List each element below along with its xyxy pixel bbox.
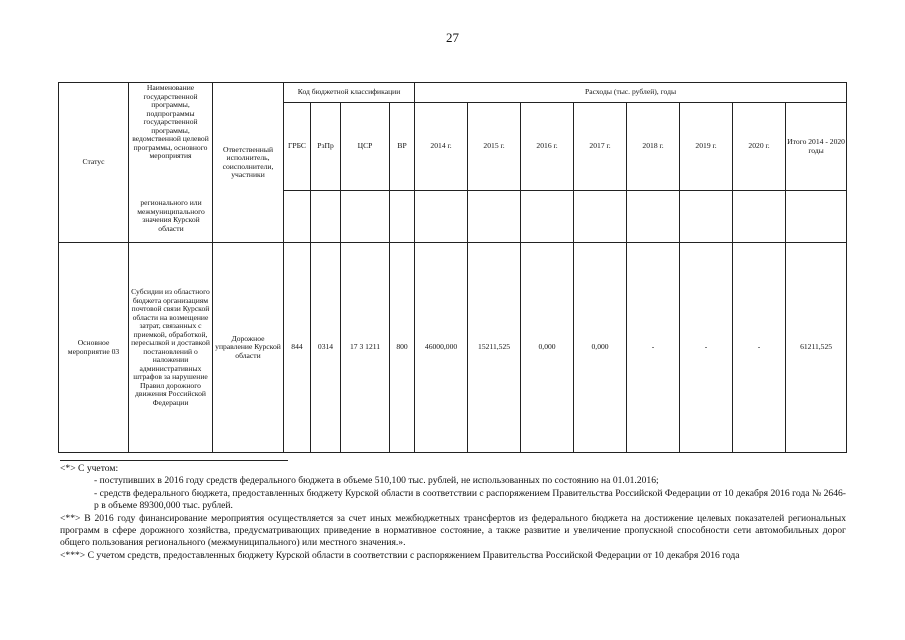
row-value: - <box>627 243 680 453</box>
row-value: 0,000 <box>574 243 627 453</box>
header-rzpr: РзПр <box>311 103 341 191</box>
footnote-1-item-a: - поступивших в 2016 году средств федерального бюджета в объеме 510,100 тыс. рублей, не использованных по состоянию на 01.01.2016; <box>94 475 659 487</box>
row-total: 61211,525 <box>786 243 847 453</box>
footnotes <box>60 460 846 562</box>
row-value: 0,000 <box>521 243 574 453</box>
header-year: 2018 г. <box>627 103 680 191</box>
header-total: Итого 2014 - 2020 годы <box>786 103 847 191</box>
row-vr: 800 <box>390 243 415 453</box>
header-budget-code: Код бюджетной классификации <box>284 83 415 103</box>
row-status: Основное мероприятие 03 <box>59 243 129 453</box>
footnote-3: <***> С учетом средств, предоставленных бюджету Курской области в соответствии с распоряжением Правительства Российской Федерации от 10 декабря 2016 года <box>60 549 740 561</box>
header-csr: ЦСР <box>341 103 390 191</box>
header-status: Статус <box>59 83 129 243</box>
budget-table <box>58 82 847 453</box>
row-value: - <box>733 243 786 453</box>
header-grbs: ГРБС <box>284 103 311 191</box>
header-year: 2015 г. <box>468 103 521 191</box>
row-rzpr: 0314 <box>311 243 341 453</box>
table-row <box>59 243 847 453</box>
header-year: 2020 г. <box>733 103 786 191</box>
page-number: 27 <box>446 30 459 45</box>
row-csr: 17 3 1211 <box>341 243 390 453</box>
footnote-2: <**> В 2016 году финансирование мероприятия осуществляется за счет иных межбюджетных трансфертов из федерального бюджета на достижение целевых показателей региональных программ в сфере дорожного хозяйства, предусматривающих приведение в нормативное состояние, а также развитие и увеличение пропускной способности сети автомобильных дорог общего пользования регионального (межмуниципального) или местного значения.». <box>60 512 846 549</box>
header-executor: Ответственный исполнитель, соисполнители, участники <box>213 83 284 243</box>
header-year: 2016 г. <box>521 103 574 191</box>
footnote-separator <box>60 460 288 461</box>
row-value: 46000,000 <box>415 243 468 453</box>
row-grbs: 844 <box>284 243 311 453</box>
row-name: Субсидии из областного бюджета организациям почтовой связи Курской области на возмещение затрат, связанных с приемкой, обработкой, пересылкой и доставкой постановлений о наложении административных штрафов за нарушение Правил дорожного движения Российской Федерации <box>129 243 213 453</box>
header-expenses: Расходы (тыс. рублей), годы <box>415 83 847 103</box>
row-executor: Дорожное управление Курской области <box>213 243 284 453</box>
row-value: 15211,525 <box>468 243 521 453</box>
header-vr: ВР <box>390 103 415 191</box>
header-name-top: Наименование государственной программы, подпрограммы государственной программы, ведомственной целевой программы, основного мероприятия <box>132 83 209 160</box>
row-value: - <box>680 243 733 453</box>
header-year: 2014 г. <box>415 103 468 191</box>
header-year: 2017 г. <box>574 103 627 191</box>
footnote-1-title: <*> С учетом: <box>60 463 119 474</box>
header-year: 2019 г. <box>680 103 733 191</box>
footnote-1-item-b: - средств федерального бюджета, предоставленных бюджету Курской области в соответствии с распоряжением Правительства Российской Федерации от 10 декабря 2016 года № 2646-р в объеме 89300,000 тыс. рублей. <box>94 487 846 512</box>
header-name-bottom: регионального или межмуниципального значения Курской области <box>137 198 205 233</box>
